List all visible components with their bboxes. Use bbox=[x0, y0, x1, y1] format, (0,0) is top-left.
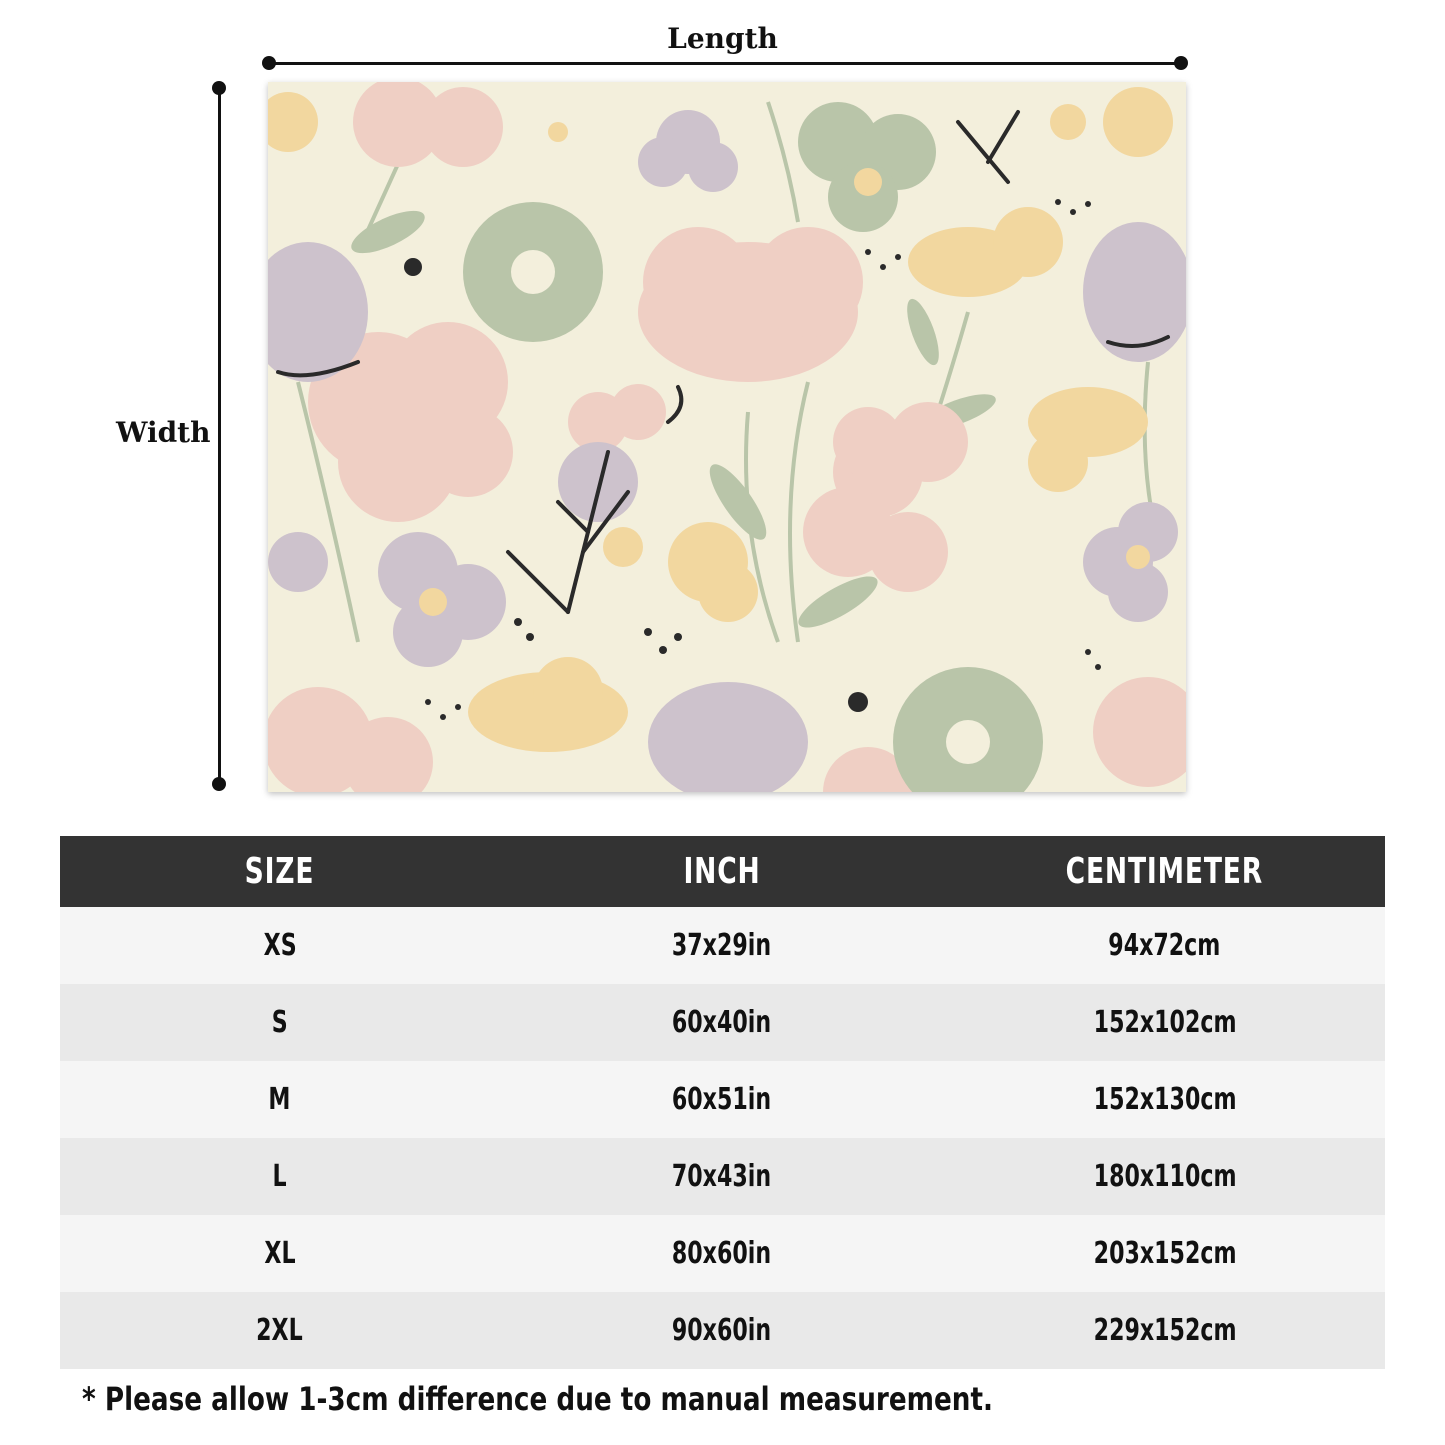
table-row bbox=[60, 907, 1385, 984]
width-line bbox=[218, 88, 221, 786]
inch-cell: 80x60in bbox=[500, 1215, 945, 1292]
column-header-centimeter: CENTIMETER bbox=[944, 836, 1385, 907]
table-row bbox=[60, 984, 1385, 1061]
centimeter-cell: 152x102cm bbox=[944, 984, 1385, 1061]
column-header-inch: INCH bbox=[500, 836, 945, 907]
size-cell: M bbox=[60, 1061, 500, 1138]
inch-cell: 60x40in bbox=[500, 984, 945, 1061]
size-chart-table bbox=[60, 836, 1385, 1369]
length-line bbox=[270, 62, 1182, 65]
inch-cell: 37x29in bbox=[500, 907, 945, 984]
centimeter-cell: 152x130cm bbox=[944, 1061, 1385, 1138]
size-cell: XS bbox=[60, 907, 500, 984]
centimeter-cell: 203x152cm bbox=[944, 1215, 1385, 1292]
length-label: Length bbox=[667, 22, 778, 55]
table-row bbox=[60, 1061, 1385, 1138]
length-line-end-dot bbox=[1174, 56, 1188, 70]
floral-pattern-illustration bbox=[268, 82, 1186, 792]
table-row bbox=[60, 1138, 1385, 1215]
width-line-end-dot bbox=[212, 777, 226, 791]
column-header-size: SIZE bbox=[60, 836, 500, 907]
centimeter-cell: 180x110cm bbox=[944, 1138, 1385, 1215]
size-cell: XL bbox=[60, 1215, 500, 1292]
size-cell: 2XL bbox=[60, 1292, 500, 1369]
size-cell: L bbox=[60, 1138, 500, 1215]
width-label: Width bbox=[116, 416, 211, 449]
centimeter-cell: 229x152cm bbox=[944, 1292, 1385, 1369]
table-header-row bbox=[60, 836, 1385, 907]
inch-cell: 60x51in bbox=[500, 1061, 945, 1138]
table-row bbox=[60, 1292, 1385, 1369]
tapestry-product-image bbox=[268, 82, 1186, 792]
width-line-start-dot bbox=[212, 81, 226, 95]
inch-cell: 90x60in bbox=[500, 1292, 945, 1369]
measurement-note: * Please allow 1-3cm difference due to manual measurement. bbox=[82, 1380, 993, 1418]
table-row bbox=[60, 1215, 1385, 1292]
size-cell: S bbox=[60, 984, 500, 1061]
inch-cell: 70x43in bbox=[500, 1138, 945, 1215]
length-line-start-dot bbox=[262, 56, 276, 70]
centimeter-cell: 94x72cm bbox=[944, 907, 1385, 984]
